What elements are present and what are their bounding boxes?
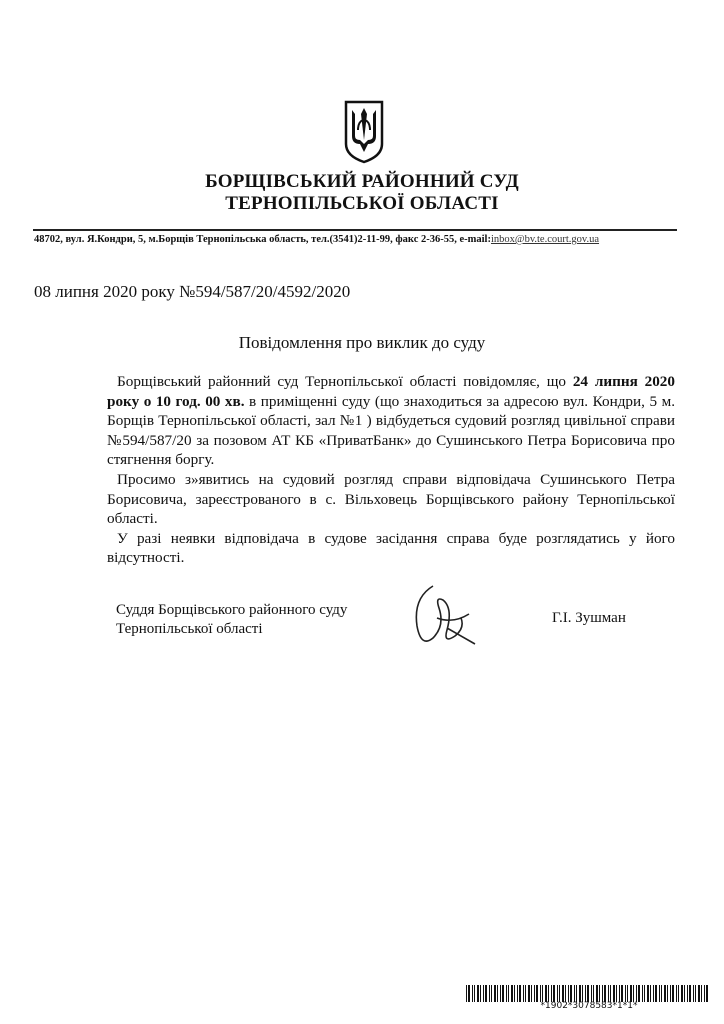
document-reference: 08 липня 2020 року №594/587/20/4592/2020 — [34, 282, 351, 301]
barcode-bar — [689, 985, 691, 1002]
barcode-bar — [553, 985, 555, 1002]
coat-of-arms-trident-icon — [344, 100, 384, 164]
barcode-bar — [684, 985, 685, 1002]
barcode-bar — [695, 985, 696, 1002]
barcode-bar — [653, 985, 654, 1002]
barcode-bar — [698, 985, 700, 1002]
barcode-bar — [582, 985, 583, 1002]
barcode-bar — [514, 985, 515, 1002]
barcode-bar — [661, 985, 662, 1002]
address-text: 48702, вул. Я.Кондри, 5, м.Борщів Тернопільська область, тел.(3541)2-11-99, факс 2-36-55, e-mail: — [34, 234, 491, 245]
barcode-bar — [477, 985, 479, 1002]
barcode — [466, 985, 712, 1002]
barcode-bar — [587, 985, 589, 1002]
barcode-bar — [619, 985, 620, 1002]
court-name-line2: ТЕРНОПІЛЬСЬКОЇ ОБЛАСТІ — [225, 193, 499, 214]
barcode-bar — [548, 985, 549, 1002]
barcode-bar — [647, 985, 649, 1002]
document-title: Повідомлення про виклик до суду — [238, 333, 486, 352]
barcode-bar — [630, 985, 632, 1002]
barcode-bar — [506, 985, 507, 1002]
barcode-bar — [701, 985, 702, 1002]
barcode-bar — [693, 985, 694, 1002]
handwritten-signature — [403, 578, 483, 658]
barcode-bar — [616, 985, 617, 1002]
judge-name: Г.І. Зушман — [552, 610, 626, 626]
header-divider — [33, 229, 677, 231]
position-line1: Суддя Борщівського районного суду — [116, 602, 348, 618]
barcode-bar — [489, 985, 490, 1002]
barcode-bar — [511, 985, 513, 1002]
barcode-bar — [655, 985, 657, 1002]
position-line2: Тернопільської області — [116, 621, 263, 637]
barcode-bar — [608, 985, 609, 1002]
barcode-bar — [625, 985, 626, 1002]
barcode-bar — [570, 985, 572, 1002]
barcode-bar — [483, 985, 484, 1002]
barcode-bar — [681, 985, 683, 1002]
barcode-bar — [485, 985, 487, 1002]
paragraph-1 — [107, 372, 675, 470]
email-link[interactable]: inbox@bv.te.court.gov.ua — [490, 234, 600, 245]
barcode-bar — [599, 985, 600, 1002]
hearing-datetime: 24 липня 2020 року о 10 год. 00 хв. — [107, 373, 675, 410]
barcode-bar — [534, 985, 535, 1002]
barcode-bar — [540, 985, 541, 1002]
barcode-bar — [551, 985, 552, 1002]
paragraph-3: У разі неявки відповідача в судове засідання справа буде розглядатись у його відсутності. — [107, 529, 675, 567]
barcode-bar — [500, 985, 501, 1002]
barcode-bar — [638, 985, 640, 1002]
barcode-bar — [706, 985, 708, 1002]
barcode-bar — [627, 985, 628, 1002]
barcode-bar — [687, 985, 688, 1002]
barcode-bar — [667, 985, 668, 1002]
barcode-bar — [591, 985, 592, 1002]
barcode-bar — [610, 985, 611, 1002]
barcode-bar — [545, 985, 547, 1002]
barcode-bar — [528, 985, 530, 1002]
barcode-bar — [491, 985, 492, 1002]
paragraph-2: Просимо з»явитись на судовий розгляд справи відповідача Сушинського Петра Борисовича, зареєстрованого в с. Вільховець Борщівського району Тернопільської області. — [107, 470, 675, 528]
barcode-bar — [670, 985, 671, 1002]
barcode-bar — [576, 985, 577, 1002]
barcode-text: *1902*3078583*1*1* — [540, 1001, 638, 1011]
barcode-bar — [650, 985, 651, 1002]
p1-text-a: Борщівський районний суд Тернопільської області повідомляє, що — [117, 373, 573, 390]
barcode-bar — [596, 985, 598, 1002]
barcode-bar — [602, 985, 603, 1002]
barcode-bar — [472, 985, 473, 1002]
barcode-bar — [579, 985, 581, 1002]
barcode-bar — [644, 985, 645, 1002]
barcode-bar — [480, 985, 481, 1002]
barcode-bar — [678, 985, 679, 1002]
barcode-bar — [604, 985, 606, 1002]
barcode-bar — [557, 985, 558, 1002]
barcode-bar — [704, 985, 705, 1002]
barcode-bar — [659, 985, 660, 1002]
barcode-bar — [466, 985, 467, 1002]
court-name-line1: БОРЩІВСЬКИЙ РАЙОННИЙ СУД — [205, 171, 519, 192]
barcode-bar — [497, 985, 498, 1002]
barcode-bar — [664, 985, 666, 1002]
court-address — [34, 234, 599, 245]
barcode-bar — [494, 985, 496, 1002]
barcode-bar — [468, 985, 470, 1002]
barcode-bar — [574, 985, 575, 1002]
barcode-bar — [525, 985, 526, 1002]
barcode-bar — [672, 985, 674, 1002]
barcode-bar — [613, 985, 615, 1002]
barcode-bar — [523, 985, 524, 1002]
barcode-bar — [585, 985, 586, 1002]
barcode-bar — [531, 985, 532, 1002]
barcode-bar — [676, 985, 677, 1002]
barcode-bar — [502, 985, 504, 1002]
barcode-bar — [517, 985, 518, 1002]
barcode-bar — [542, 985, 543, 1002]
barcode-bar — [593, 985, 594, 1002]
barcode-bar — [636, 985, 637, 1002]
p1-text-b: в приміщенні суду (що знаходиться за адресою вул. Кондри, 5 м. Борщів Тернопільської області, зал №1 ) відбудеться судовий розгляд цивільної справи №594/587/20 за позовом АТ КБ «ПриватБанк» до Сушинського Петра Борисовича про стягнення боргу. — [107, 392, 676, 469]
barcode-bar — [565, 985, 566, 1002]
barcode-bar — [536, 985, 538, 1002]
document-body — [107, 372, 675, 568]
barcode-bar — [508, 985, 509, 1002]
barcode-bar — [633, 985, 634, 1002]
barcode-bar — [519, 985, 521, 1002]
judge-position — [116, 601, 347, 639]
barcode-bar — [474, 985, 475, 1002]
barcode-bar — [559, 985, 560, 1002]
barcode-bar — [642, 985, 643, 1002]
barcode-bar — [562, 985, 564, 1002]
barcode-bar — [621, 985, 623, 1002]
barcode-bar — [568, 985, 569, 1002]
